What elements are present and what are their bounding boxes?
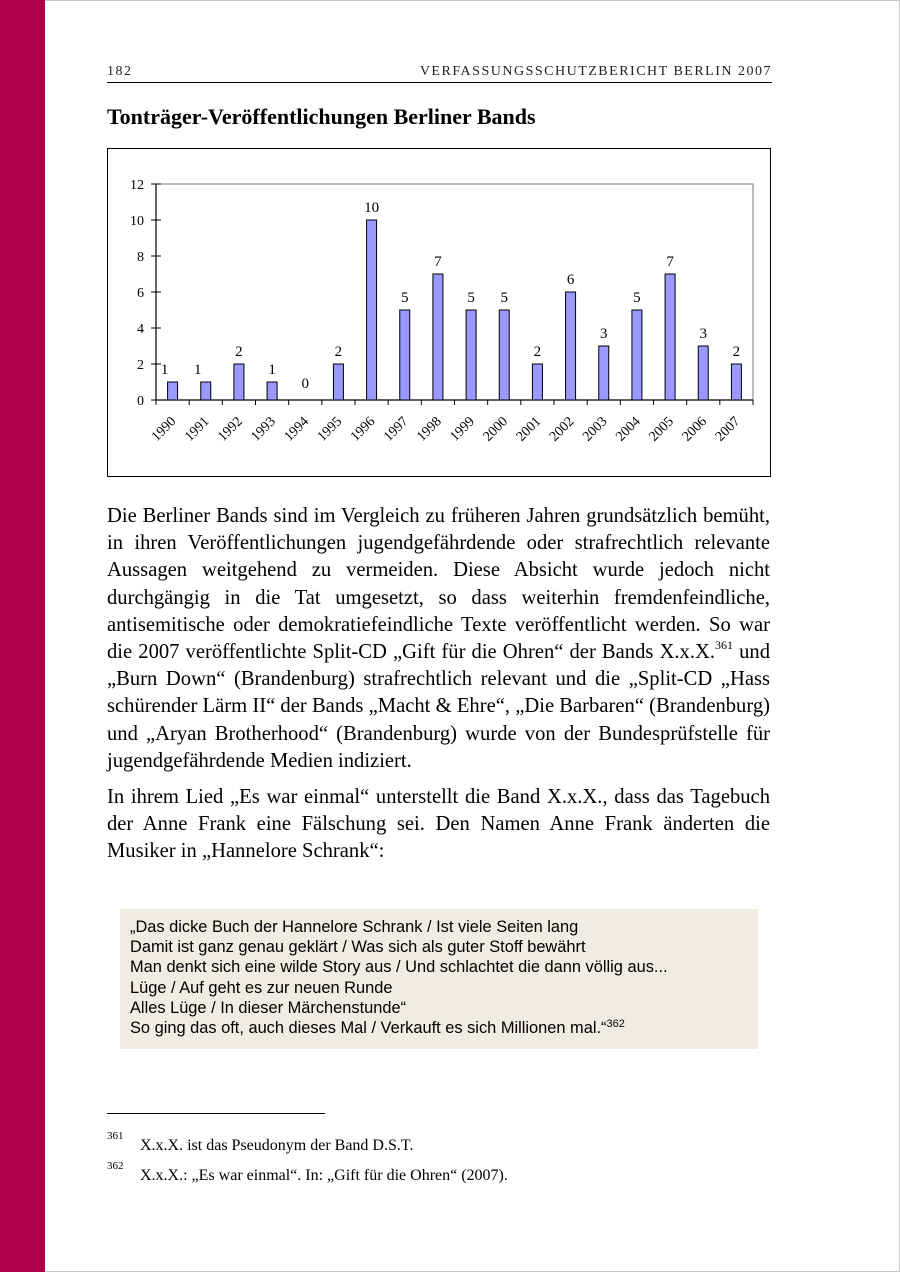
data-label: 1 (268, 362, 276, 378)
page-number: 182 (107, 64, 133, 79)
data-label: 7 (666, 254, 674, 270)
x-tick-label: 1992 (215, 414, 246, 445)
data-label: 2 (235, 344, 243, 360)
x-tick-label: 1993 (248, 414, 279, 445)
y-tick-label: 8 (137, 250, 144, 265)
footnote-number: 362 (107, 1160, 124, 1172)
footnote-ref-362[interactable]: 362 (606, 1018, 625, 1031)
quote-line-last (130, 1018, 748, 1038)
x-tick-label: 1994 (281, 414, 313, 445)
data-label: 1 (194, 362, 202, 378)
quote-line: Damit ist ganz genau geklärt / Was sich als guter Stoff bewährt (130, 938, 586, 957)
data-label: 2 (732, 344, 741, 360)
x-tick-label: 2003 (580, 414, 611, 445)
x-tick-label: 1995 (314, 414, 346, 445)
side-color-band (0, 0, 45, 1272)
data-label: 2 (334, 344, 343, 360)
data-label: 6 (566, 272, 575, 288)
x-tick-label: 1999 (447, 414, 478, 445)
bar-1999 (466, 310, 476, 400)
data-label: 5 (401, 290, 409, 306)
x-tick-label: 1997 (381, 414, 412, 445)
data-label: 7 (434, 254, 442, 270)
data-label: 10 (364, 200, 380, 216)
footnote-ref-361[interactable]: 361 (715, 638, 733, 653)
paragraph-1-part-b: und „Burn Down“ (Brandenburg) strafrechtlich relevant und die „Split-CD „Hass schürender Lärm II“ der Bands „Macht & Ehre“, „Die Barbaren“ (Brandenburg) und „Aryan Brotherhood“ (Brandenburg) wurde von der Bundesprüfstelle für jugendgefährdende Medien indiziert. (107, 641, 770, 772)
data-label: 1 (160, 362, 169, 378)
x-tick-label: 2005 (646, 414, 677, 445)
x-tick-label: 2007 (712, 414, 744, 445)
data-label: 5 (633, 290, 641, 306)
data-label: 5 (467, 290, 475, 306)
bar-1993 (267, 382, 277, 400)
bar-1998 (433, 274, 443, 400)
data-label: 2 (533, 344, 542, 360)
bar-1990 (168, 382, 178, 400)
data-label: 5 (500, 290, 508, 306)
bar-1991 (201, 382, 211, 400)
quote-line: Man denkt sich eine wilde Story aus / Und schlachtet die dann völlig aus... (130, 958, 668, 977)
footnote-separator (107, 1113, 325, 1114)
bar-2000 (499, 310, 509, 400)
quote-line: Lüge / Auf geht es zur neuen Runde (130, 978, 393, 997)
quote-last-text: So ging das oft, auch dieses Mal / Verkauft es sich Millionen mal.“ (130, 1019, 607, 1038)
paragraph-1-part-a: Die Berliner Bands sind im Vergleich zu früheren Jahren grundsätzlich bemüht, in ihren Veröffentlichungen jugendgefährdende oder strafrechtlich relevante Aussagen weitgehend zu vermeiden. Diese Absicht wurde jedoch nicht durchgängig in die Tat umgesetzt, so dass weiterhin fremdenfeindliche, antisemitische oder demokratiefeindliche Texte veröffentlicht werden. So war die 2007 veröffentlichte Split-CD „Gift für die Ohren“ der Bands X.x.X. (107, 505, 770, 664)
bar-2002 (566, 292, 576, 400)
y-tick-label: 6 (137, 286, 144, 301)
bar-2007 (731, 364, 741, 400)
data-label: 3 (600, 326, 608, 342)
plot-area-border (156, 184, 753, 400)
bar-chart (108, 149, 769, 475)
running-title: VERFASSUNGSSCHUTZBERICHT BERLIN 2007 (419, 64, 772, 79)
x-tick-label: 2002 (547, 414, 578, 445)
quote-line: Alles Lüge / In dieser Märchenstunde“ (130, 998, 407, 1017)
y-tick-label: 10 (130, 214, 144, 229)
bar-2003 (599, 346, 609, 400)
chart-frame (107, 148, 771, 477)
x-tick-label: 2006 (679, 414, 711, 445)
y-tick-label: 2 (137, 358, 144, 373)
footnote-text: X.x.X.: „Es war einmal“. In: „Gift für die Ohren“ (2007). (140, 1167, 508, 1184)
bar-1996 (367, 220, 377, 400)
bar-2001 (532, 364, 542, 400)
bar-1995 (333, 364, 343, 400)
bar-2005 (665, 274, 675, 400)
x-tick-label: 1996 (348, 414, 379, 445)
x-tick-label: 2001 (513, 414, 545, 445)
bar-2006 (698, 346, 708, 400)
bar-1997 (400, 310, 410, 400)
y-tick-label: 0 (137, 394, 144, 409)
paragraph-2: In ihrem Lied „Es war einmal“ unterstellt die Band X.x.X., dass das Tagebuch der Anne Frank eine Fälschung sei. Den Namen Anne Frank änderten die Musiker in „Hannelore Schrank“: (107, 786, 770, 863)
x-tick-label: 1998 (414, 414, 445, 445)
y-tick-label: 12 (130, 178, 144, 193)
bar-1992 (234, 364, 244, 400)
paragraph-1 (107, 503, 770, 775)
x-tick-label: 1991 (182, 414, 213, 445)
bar-2004 (632, 310, 642, 400)
body-text (107, 503, 770, 875)
data-label: 3 (699, 326, 707, 342)
x-tick-label: 2004 (613, 414, 644, 445)
y-tick-label: 4 (137, 322, 144, 337)
footnote-number: 361 (107, 1130, 124, 1142)
x-tick-label: 1990 (149, 414, 180, 445)
data-label: 0 (301, 376, 309, 392)
lyrics-quote (120, 909, 758, 1049)
footnote-text: X.x.X. ist das Pseudonym der Band D.S.T. (140, 1137, 414, 1154)
quote-line: „Das dicke Buch der Hannelore Schrank / Ist viele Seiten lang (130, 918, 579, 936)
running-header (107, 64, 772, 83)
x-tick-label: 2000 (480, 414, 512, 445)
chart-title: Tonträger-Veröffentlichungen Berliner Bands (107, 104, 536, 129)
